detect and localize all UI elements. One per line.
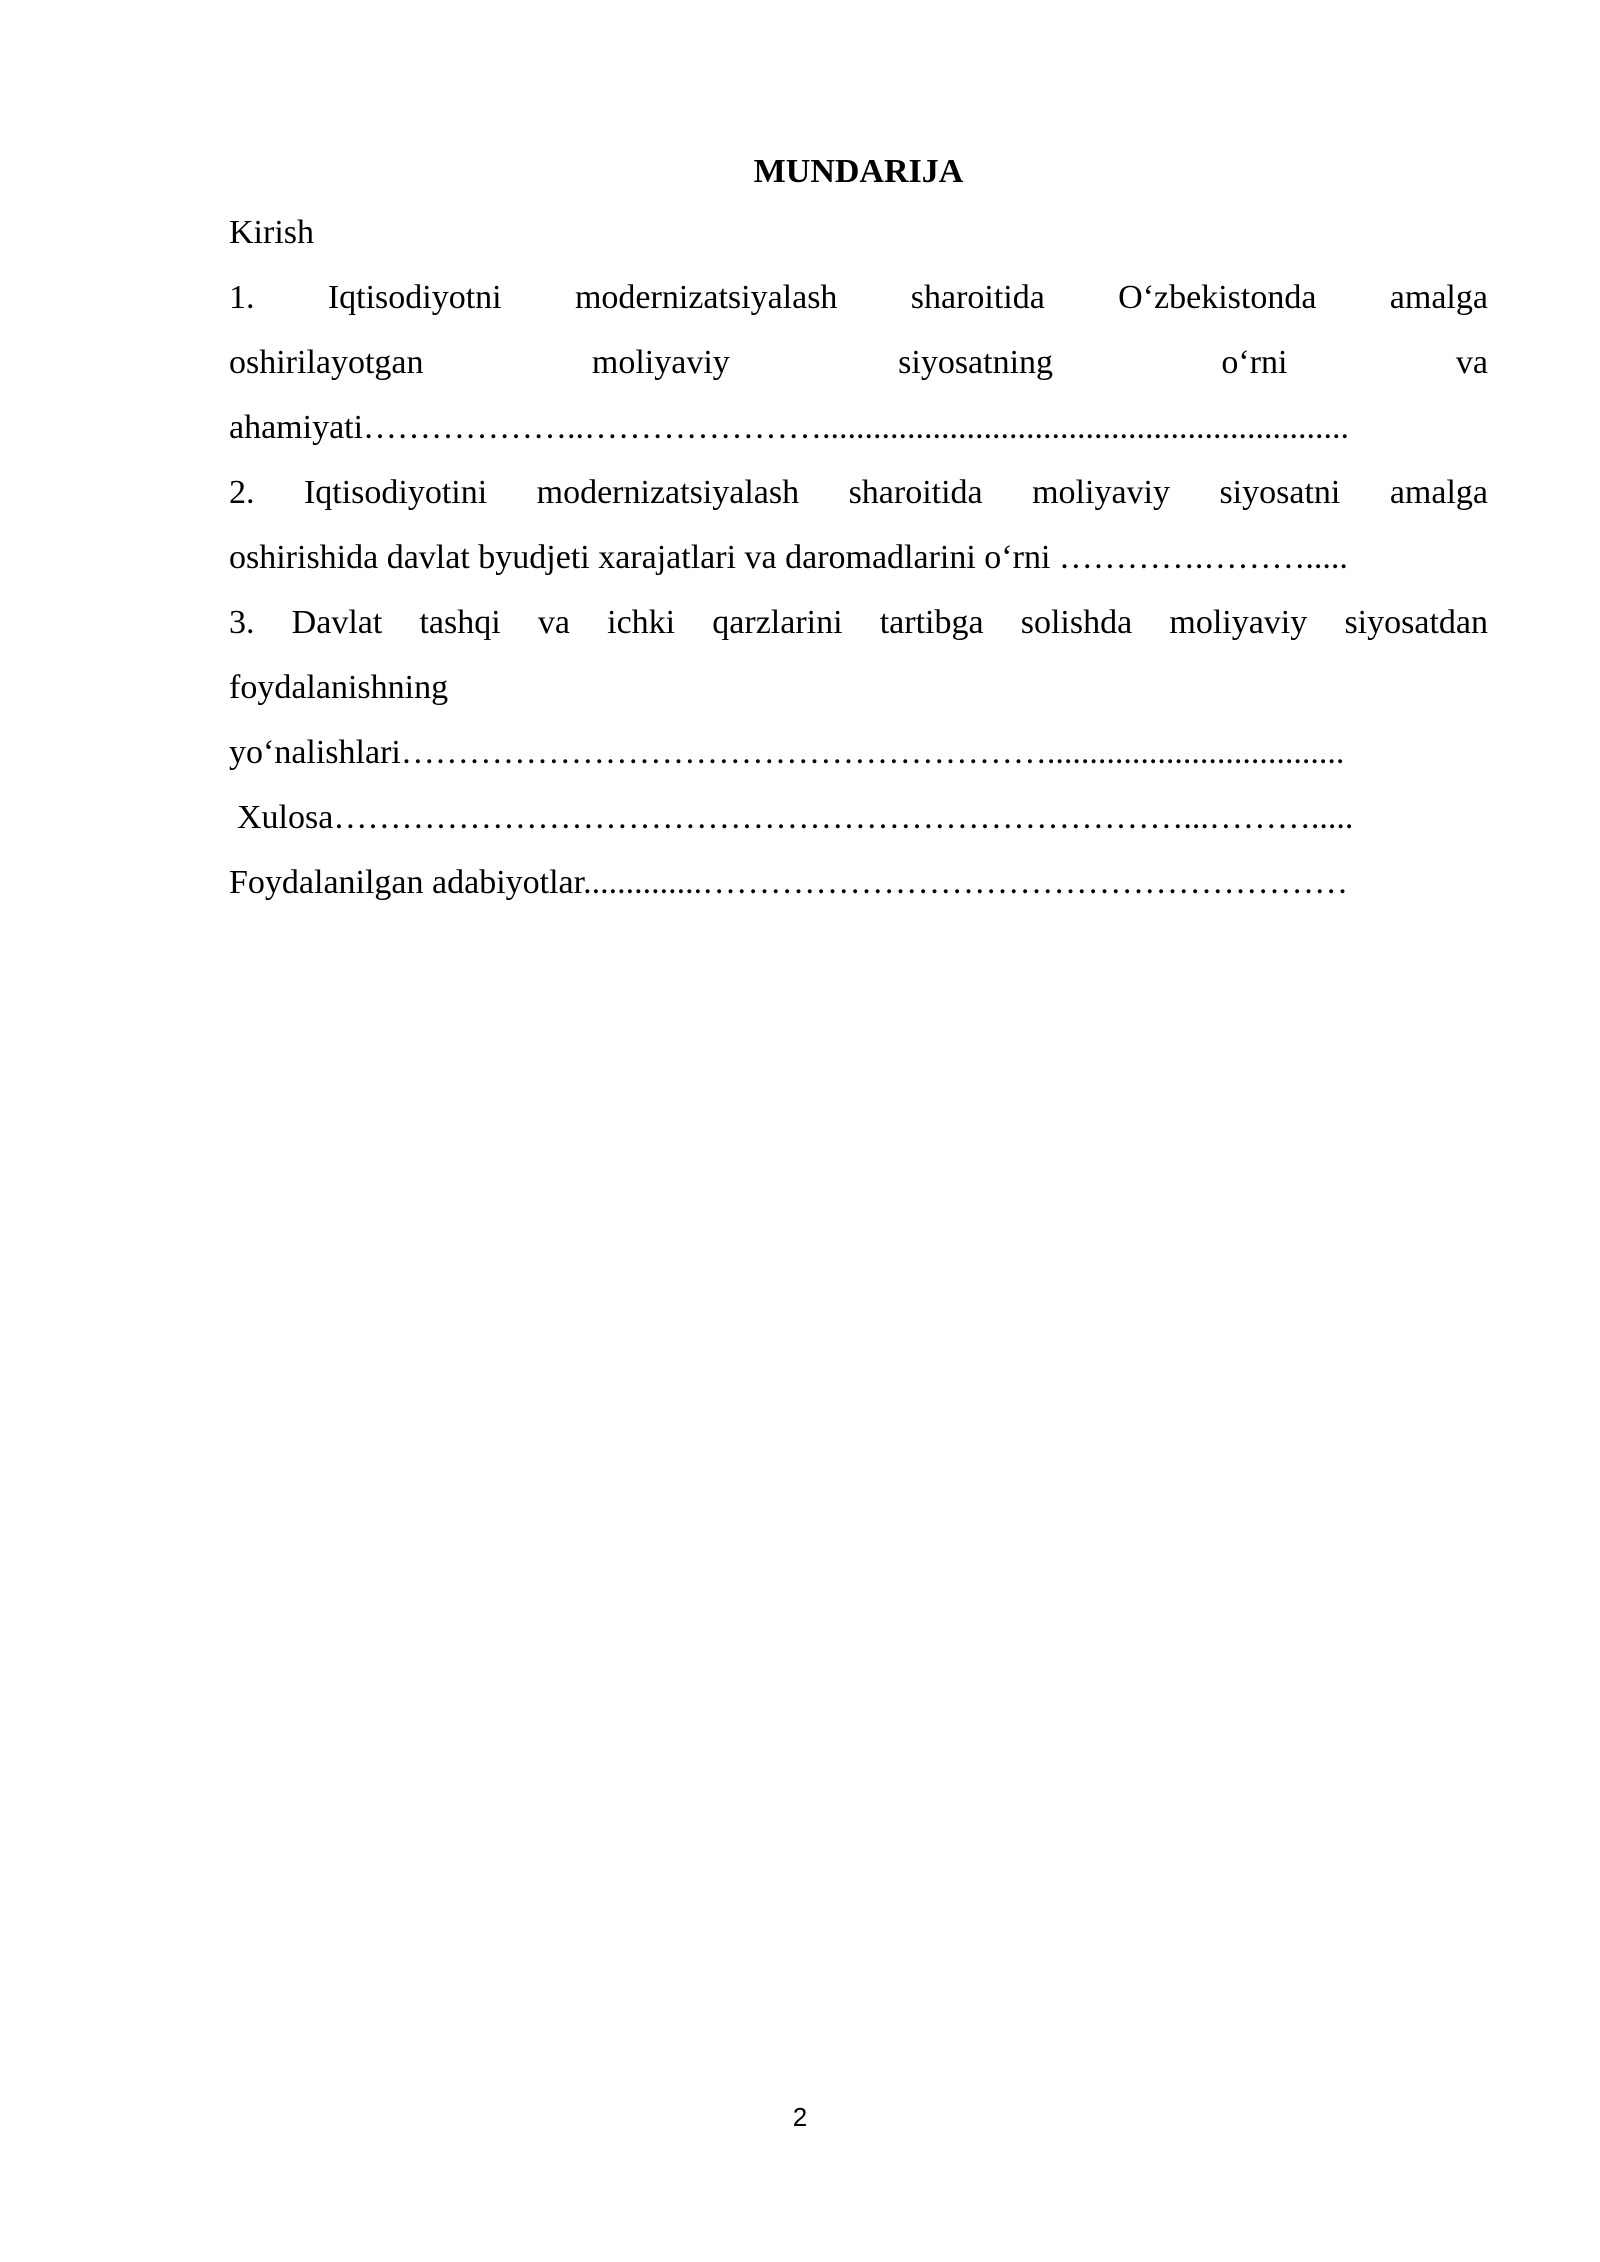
toc-word: ichki <box>607 604 676 641</box>
toc-word: amalga <box>1389 474 1488 511</box>
toc-references: Foydalanilgan adabiyotlar..............………………………………………………… <box>229 864 1349 901</box>
toc-word: Iqtisodiyotini <box>303 474 488 511</box>
toc-word: va <box>1455 344 1488 381</box>
toc-item-3-line-3: yo‘nalishlari…………………………………………………................................... <box>229 734 1345 771</box>
toc-word: modernizatsiyalash <box>574 279 838 316</box>
page-title: MUNDARIJA <box>753 153 964 190</box>
toc-conclusion: Xulosa…………………………………………………………………...………..... <box>237 799 1354 836</box>
toc-word: 2. <box>229 474 255 511</box>
toc-word: qarzlarini <box>712 604 843 641</box>
toc-word: va <box>537 604 570 641</box>
toc-intro: Kirish <box>229 214 314 251</box>
toc-word: tashqi <box>419 604 501 641</box>
page-number: 2 <box>792 2102 808 2132</box>
table-of-contents <box>229 150 1488 915</box>
toc-word: amalga <box>1389 279 1488 316</box>
toc-word: solishda <box>1020 604 1133 641</box>
toc-word: Iqtisodiyotni <box>327 279 502 316</box>
toc-item-3-line-2: foydalanishning <box>229 669 449 706</box>
toc-item-3-line-1 <box>229 590 1488 655</box>
toc-word: moliyaviy <box>591 344 730 381</box>
toc-word: siyosatni <box>1219 474 1341 511</box>
toc-item-1-line-3: ahamiyati………………..………………….............................................................. <box>229 409 1350 446</box>
toc-word: sharoitida <box>910 279 1045 316</box>
toc-word: 3. <box>229 604 255 641</box>
toc-word: siyosatning <box>898 344 1054 381</box>
toc-word: siyosatdan <box>1344 604 1488 641</box>
toc-word: tartibga <box>879 604 984 641</box>
toc-word: modernizatsiyalash <box>536 474 800 511</box>
toc-word: Davlat <box>291 604 383 641</box>
toc-word: o‘rni <box>1221 344 1288 381</box>
toc-word: sharoitida <box>848 474 983 511</box>
toc-item-2-line-1 <box>229 460 1488 525</box>
toc-item-1-line-2 <box>229 330 1488 395</box>
toc-word: O‘zbekistonda <box>1118 279 1317 316</box>
toc-word: moliyaviy <box>1169 604 1308 641</box>
toc-word: 1. <box>229 279 255 316</box>
toc-word: moliyaviy <box>1032 474 1170 511</box>
toc-word: oshirilayotgan <box>229 344 424 381</box>
toc-item-2-line-2: oshirishida davlat byudjeti xarajatlari va daromadlarini o‘rni ………….………..... <box>229 539 1348 576</box>
toc-item-1-line-1 <box>229 265 1488 330</box>
